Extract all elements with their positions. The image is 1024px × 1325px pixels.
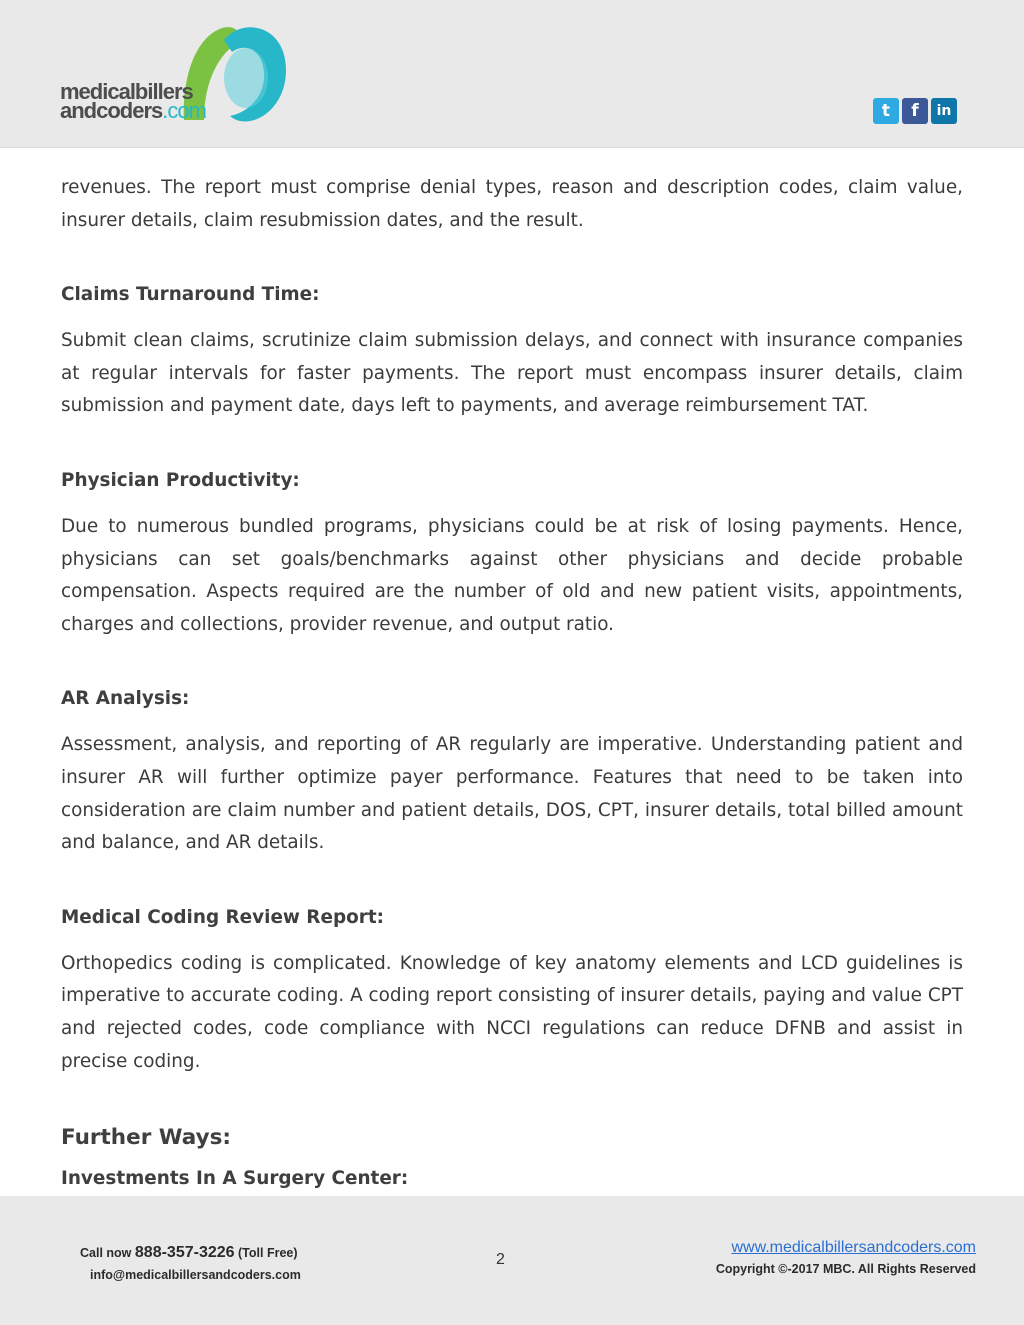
- section-text-claims-turnaround: Submit clean claims, scrutinize claim submission delays, and connect with insurance companies at regular intervals for faster payments. The report must encompass insurer details, claim submission and payment date, days left to payments, and average reimbursement TAT.: [61, 330, 963, 417]
- further-ways-heading: Further Ways:: [61, 1125, 231, 1151]
- copyright-text: Copyright ©-2017 MBC. All Rights Reserved: [715, 1262, 976, 1276]
- document-body: [61, 172, 963, 1194]
- section-text-physician-productivity: Due to numerous bundled programs, physicians could be at risk of losing payments. Hence, physicians can set goals/benchmarks against other physicians and decide probable compensation. Aspects required are the number of old and new patient visits, appointments, charges and collections, provider revenue, and output ratio.: [61, 515, 963, 635]
- website-link[interactable]: www.medicalbillersandcoders.com: [731, 1239, 976, 1256]
- logo-suffix: .com: [162, 98, 206, 123]
- section-heading-coding-review: Medical Coding Review Report:: [61, 906, 384, 928]
- toll-free-label: (Toll Free): [238, 1246, 298, 1260]
- call-now-label: Call now: [80, 1246, 132, 1260]
- phone-number[interactable]: 888-357-3226: [134, 1244, 235, 1261]
- facebook-icon[interactable]: f: [902, 98, 928, 124]
- intro-paragraph: revenues. The report must comprise denial types, reason and description codes, claim value, insurer details, claim resubmission dates, and the result.: [61, 177, 963, 231]
- page-header: [0, 0, 1024, 148]
- surgery-center-heading: Investments In A Surgery Center:: [61, 1168, 409, 1190]
- logo-line-1: medicalbillers: [60, 79, 193, 104]
- twitter-icon[interactable]: t: [873, 98, 899, 124]
- section-heading-ar-analysis: AR Analysis:: [61, 688, 190, 710]
- footer-site-info: [716, 1238, 976, 1280]
- section-text-ar-analysis: Assessment, analysis, and reporting of AR regularly are imperative. Understanding patient and insurer AR will further optimize payer performance. Features that need to be taken into consideration are claim number and patient details, DOS, CPT, insurer details, total billed amount and balance, and AR details.: [61, 734, 963, 854]
- linkedin-icon[interactable]: in: [931, 98, 957, 124]
- social-links: [873, 98, 957, 124]
- company-logo[interactable]: [58, 20, 290, 132]
- page-number: 2: [496, 1251, 505, 1268]
- logo-line-2: andcoders: [60, 98, 163, 123]
- footer-contact: [80, 1242, 301, 1286]
- page-footer: [0, 1196, 1024, 1325]
- logo-wordmark: [60, 79, 206, 123]
- email-address[interactable]: info@medicalbillersandcoders.com: [90, 1268, 301, 1282]
- section-heading-physician-productivity: Physician Productivity:: [61, 469, 300, 491]
- section-heading-claims-turnaround: Claims Turnaround Time:: [61, 284, 320, 306]
- section-text-coding-review: Orthopedics coding is complicated. Knowledge of key anatomy elements and LCD guidelines is imperative to accurate coding. A coding report consisting of insurer details, paying and value CPT and rejected codes, code compliance with NCCI regulations can reduce DFNB and assist in precise coding.: [61, 952, 963, 1072]
